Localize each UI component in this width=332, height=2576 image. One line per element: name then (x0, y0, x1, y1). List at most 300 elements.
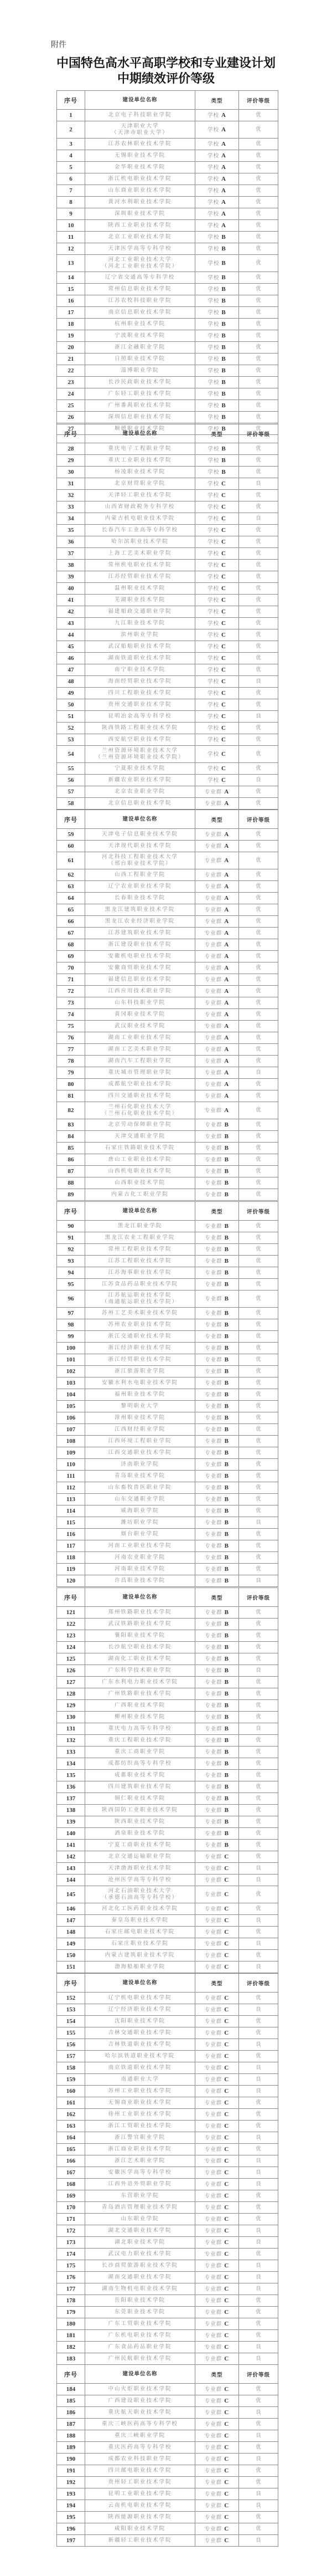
table-row (57, 2074, 278, 2086)
program-type: 专业群 C (195, 2155, 239, 2167)
table-row (57, 1851, 278, 1863)
row-number: 88 (57, 1177, 85, 1189)
institution-name (85, 2384, 195, 2395)
row-number: 95 (57, 1279, 85, 1290)
institution-former-name: （兰州资源环境职业技术学院） (95, 754, 185, 760)
institution-name-line: 南京信息职业技术学院 (108, 309, 172, 315)
institution-name (85, 676, 195, 688)
evaluation-grade: 良 (239, 2353, 278, 2365)
institution-name-line: 江苏航运职业技术学院 (108, 1292, 172, 1298)
row-number: 97 (57, 1308, 85, 1319)
institution-name (85, 139, 195, 150)
institution-name (85, 1401, 195, 1412)
table-row (57, 951, 278, 962)
row-number: 144 (57, 1875, 85, 1886)
program-type: 专业群 C (195, 2488, 239, 2500)
header-grade: 评价等级 (239, 1588, 278, 1607)
row-number: 66 (57, 916, 85, 928)
evaluation-grade: 优 (239, 1279, 278, 1290)
institution-name-line: 湖南铁道职业技术学院 (108, 655, 172, 661)
evaluation-grade: 优 (239, 342, 278, 354)
evaluation-grade: 优 (239, 1840, 278, 1851)
table-row (57, 688, 278, 699)
table-row (57, 1009, 278, 1021)
row-number: 32 (57, 490, 85, 501)
row-number: 9 (57, 208, 85, 220)
program-type: 专业群 B (195, 1389, 239, 1401)
institution-name (85, 1723, 195, 1735)
program-type: 专业群 B (195, 1653, 239, 1665)
evaluation-grade: 优 (239, 1154, 278, 1166)
institution-name (85, 928, 195, 939)
institution-name (85, 1389, 195, 1401)
program-type: 专业群 B (195, 1619, 239, 1630)
institution-name (85, 2179, 195, 2190)
institution-name-line: 常州信息职业技术学院 (108, 286, 172, 292)
evaluation-grade: 良 (239, 2488, 278, 2500)
evaluation-grade: 优 (239, 455, 278, 467)
header-grade: 评价等级 (239, 1202, 278, 1221)
program-type: 专业群 C (195, 2132, 239, 2144)
institution-name (85, 272, 195, 284)
institution-name-line: 哈尔滨铁道职业技术学院 (105, 2053, 175, 2059)
row-number: 71 (57, 974, 85, 986)
program-type: 专业群 C (195, 1915, 239, 1927)
institution-name-line: 天津渤海职业技术学院 (108, 1865, 172, 1871)
evaluation-grade: 优 (239, 2214, 278, 2225)
institution-name-line: 湖南交通职业技术学院 (108, 2274, 172, 2280)
institution-name (85, 455, 195, 467)
evaluation-grade: 优 (239, 1032, 278, 1044)
institution-name-line: 沈阳职业技术学院 (114, 2018, 165, 2024)
institution-name-line: 广西职业技术学院 (114, 1702, 165, 1708)
institution-name (85, 1915, 195, 1927)
institution-name (85, 1424, 195, 1436)
institution-name-line: 湖南化工职业技术学院 (108, 1656, 172, 1662)
evaluation-grade: 优 (239, 962, 278, 974)
institution-name-line: 山东科技职业学院 (114, 1000, 165, 1006)
institution-name (85, 1619, 195, 1630)
evaluation-grade: 优 (239, 974, 278, 986)
table-row (57, 2097, 278, 2109)
table-row (57, 272, 278, 284)
row-number: 81 (57, 1090, 85, 1102)
row-number: 166 (57, 2155, 85, 2167)
program-type: 学校 C (195, 478, 239, 490)
program-type: 专业群 C (195, 2225, 239, 2237)
evaluation-grade: 良 (239, 478, 278, 490)
institution-name-line: 威海职业学院 (121, 1508, 159, 1514)
institution-name-line: 广州番禺职业技术学院 (108, 402, 172, 408)
institution-name-line: 新疆轻工职业技术学院 (108, 2537, 172, 2543)
row-number: 55 (57, 763, 85, 775)
program-type: 学校 B (195, 295, 239, 307)
institution-name-line: 浙江工贸职业技术学院 (108, 2123, 172, 2129)
table-row (57, 467, 278, 478)
evaluation-grade: 良 (239, 2086, 278, 2097)
evaluation-grade: 优 (239, 798, 278, 810)
program-type: 学校 C (195, 513, 239, 525)
table-row (57, 1032, 278, 1044)
row-number: 145 (57, 1886, 85, 1903)
evaluation-grade: 良 (239, 2500, 278, 2512)
program-type: 专业群 C (195, 2272, 239, 2283)
institution-name (85, 1308, 195, 1319)
row-number: 74 (57, 1009, 85, 1021)
institution-name-line: 许昌职业技术学院 (114, 1578, 165, 1584)
evaluation-grade: 优 (239, 255, 278, 272)
evaluation-grade: 优 (239, 197, 278, 208)
program-type: 专业群 B (195, 1354, 239, 1366)
row-number: 131 (57, 1723, 85, 1735)
institution-name (85, 2225, 195, 2237)
evaluation-grade: 良 (239, 2074, 278, 2086)
institution-name-line: 长春汽车工业高等专科学校 (101, 527, 178, 533)
table-row (57, 1962, 278, 1973)
evaluation-grade: 优 (239, 688, 278, 699)
row-number: 101 (57, 1354, 85, 1366)
institution-name (85, 641, 195, 653)
row-number: 134 (57, 1758, 85, 1770)
institution-name (85, 869, 195, 881)
program-type: 专业群 A (195, 1009, 239, 1021)
row-number: 3 (57, 139, 85, 150)
institution-name-line: 唐山工业职业技术学院 (108, 1156, 172, 1162)
program-type: 专业群 C (195, 2260, 239, 2272)
institution-name-line: 江苏农林职业技术学院 (108, 141, 172, 147)
table-row (57, 2384, 278, 2395)
evaluation-grade: 良 (239, 1875, 278, 1886)
table-row (57, 1781, 278, 1793)
institution-name (85, 893, 195, 904)
table-row (57, 829, 278, 841)
program-type: 学校 B (195, 232, 239, 243)
row-number: 123 (57, 1630, 85, 1642)
row-number: 65 (57, 904, 85, 916)
institution-name (85, 110, 195, 121)
evaluation-grade: 优 (239, 319, 278, 330)
institution-name-line: 无锡商业职业技术学院 (108, 2099, 172, 2106)
program-type: 专业群 C (195, 2202, 239, 2214)
program-type: 专业群 B (195, 1482, 239, 1494)
institution-name-line: 武汉船舶职业技术学院 (108, 643, 172, 649)
institution-name (85, 490, 195, 501)
institution-name (85, 1221, 195, 1232)
program-type: 专业群 B (195, 1244, 239, 1256)
program-type: 专业群 C (195, 2004, 239, 2016)
evaluation-grade: 优 (239, 1189, 278, 1201)
institution-name-line: 东莞职业技术学院 (114, 2309, 165, 2315)
institution-name-line: 陕西铁路工程职业技术学院 (101, 725, 178, 731)
table-row (57, 342, 278, 354)
evaluation-grade: 优 (239, 272, 278, 284)
program-type: 专业群 A (195, 974, 239, 986)
evaluation-grade: 优 (239, 2395, 278, 2407)
row-number: 20 (57, 342, 85, 354)
institution-name (85, 2086, 195, 2097)
table-row (57, 2407, 278, 2419)
row-number: 75 (57, 1021, 85, 1032)
table-row (57, 1102, 278, 1119)
institution-name (85, 1090, 195, 1102)
row-number: 117 (57, 1540, 85, 1552)
row-number: 184 (57, 2384, 85, 2395)
table-row (57, 1863, 278, 1875)
institution-name-line: 浙江机电职业技术学院 (108, 176, 172, 182)
program-type: 专业群 C (195, 2442, 239, 2454)
program-type: 专业群 A (195, 1067, 239, 1079)
row-number: 165 (57, 2144, 85, 2155)
institution-name (85, 2477, 195, 2488)
table-row (57, 121, 278, 139)
row-number: 53 (57, 734, 85, 746)
evaluation-grade: 良 (239, 2260, 278, 2272)
evaluation-grade: 良 (239, 1575, 278, 1587)
institution-name-line: 陕西国防工业职业技术学院 (101, 1807, 178, 1813)
row-number: 28 (57, 443, 85, 455)
institution-name-line: 天津电子信息职业技术学院 (101, 831, 178, 837)
institution-name (85, 2283, 195, 2295)
institution-name (85, 443, 195, 455)
institution-name (85, 1244, 195, 1256)
evaluation-grade: 优 (239, 121, 278, 139)
program-type: 专业群 B (195, 1377, 239, 1389)
row-number: 197 (57, 2535, 85, 2547)
table-row (57, 2039, 278, 2051)
institution-name-line: 石家庄铁路职业技术学院 (105, 1145, 175, 1151)
rating-table-segment (56, 424, 278, 810)
table-row (57, 1607, 278, 1619)
rating-table-segment (56, 2364, 278, 2547)
institution-name-line: 北京财贸职业学院 (114, 480, 165, 486)
table-row (57, 2225, 278, 2237)
table-row (57, 1189, 278, 1201)
institution-name-line: 北京交通运输职业学院 (108, 1853, 172, 1860)
program-type: 专业群 B (195, 1221, 239, 1232)
evaluation-grade: 优 (239, 400, 278, 412)
evaluation-grade: 优 (239, 699, 278, 711)
evaluation-grade: 优 (239, 490, 278, 501)
row-number: 33 (57, 501, 85, 513)
table-header-row (57, 2365, 278, 2384)
evaluation-grade: 良 (239, 775, 278, 786)
institution-name-line: 深圳信息职业技术学院 (108, 414, 172, 420)
row-number: 167 (57, 2167, 85, 2179)
table-row (57, 2202, 278, 2214)
institution-name (85, 2109, 195, 2121)
table-row (57, 2500, 278, 2512)
institution-name (85, 2512, 195, 2523)
program-type: 专业群 B (195, 1700, 239, 1712)
evaluation-grade: 优 (239, 1166, 278, 1177)
program-type: 专业群 C (195, 1927, 239, 1938)
institution-name-line: 湖南工业职业技术学院 (108, 1035, 172, 1041)
evaluation-grade: 良 (239, 2454, 278, 2465)
institution-name-line: 咸阳职业技术学院 (114, 2526, 165, 2532)
table-row (57, 2109, 278, 2121)
program-type: 学校 C (195, 676, 239, 688)
institution-name (85, 255, 195, 272)
row-number: 21 (57, 354, 85, 365)
table-row (57, 1090, 278, 1102)
program-type: 专业群 C (195, 2190, 239, 2202)
institution-name-line: 武汉职业技术学院 (114, 1023, 165, 1029)
institution-name (85, 319, 195, 330)
program-type: 专业群 C (195, 1993, 239, 2004)
institution-name-line: 天津轻工职业技术学院 (108, 492, 172, 498)
table-row (57, 2318, 278, 2330)
header-grade: 评价等级 (239, 1974, 278, 1993)
program-type: 专业群 B (195, 1143, 239, 1154)
table-row (57, 2214, 278, 2225)
institution-name-line: 山东畜牧兽医职业学院 (108, 1484, 172, 1491)
evaluation-grade: 良 (239, 2237, 278, 2249)
institution-name (85, 467, 195, 478)
evaluation-grade: 优 (239, 1436, 278, 1447)
evaluation-grade: 优 (239, 173, 278, 185)
institution-name-line: 福建信息职业技术学院 (108, 976, 172, 982)
table-row (57, 1377, 278, 1389)
row-number: 67 (57, 928, 85, 939)
institution-name (85, 2214, 195, 2225)
program-type: 学校 C (195, 490, 239, 501)
institution-name (85, 571, 195, 583)
program-type: 专业群 A (195, 962, 239, 974)
evaluation-grade: 优 (239, 1886, 278, 1903)
institution-name-line: 浙江金融职业学院 (114, 344, 165, 350)
institution-name-line: 江西财经职业学院 (114, 1426, 165, 1432)
row-number: 193 (57, 2488, 85, 2500)
row-number: 12 (57, 243, 85, 255)
program-type: 专业群 B (195, 1688, 239, 1700)
evaluation-grade: 优 (239, 525, 278, 536)
table-row (57, 852, 278, 869)
institution-name-line: 山西机电职业技术学院 (108, 1168, 172, 1174)
institution-name (85, 1903, 195, 1915)
evaluation-grade: 优 (239, 734, 278, 746)
institution-name-line: 青岛职业技术学院 (114, 1473, 165, 1479)
institution-name (85, 377, 195, 388)
institution-name (85, 962, 195, 974)
institution-name (85, 2407, 195, 2419)
evaluation-grade: 优 (239, 560, 278, 571)
row-number: 147 (57, 1915, 85, 1927)
institution-name (85, 2342, 195, 2353)
program-type: 学校 B (195, 284, 239, 295)
row-number: 103 (57, 1377, 85, 1389)
institution-name (85, 1962, 195, 1973)
row-number: 104 (57, 1389, 85, 1401)
row-number: 135 (57, 1770, 85, 1781)
institution-name (85, 1540, 195, 1552)
institution-name-line: 重庆电子工程职业学院 (108, 445, 172, 452)
program-type: 专业群 C (195, 1962, 239, 1973)
row-number: 168 (57, 2179, 85, 2190)
institution-name-line: 柳州职业技术学院 (114, 1714, 165, 1720)
evaluation-grade: 优 (239, 1735, 278, 1747)
row-number: 150 (57, 1950, 85, 1962)
institution-name (85, 1770, 195, 1781)
institution-name (85, 2051, 195, 2062)
program-type: 学校 C (195, 734, 239, 746)
institution-name-line: 昆明冶金高等专科学校 (108, 713, 172, 719)
table-row (57, 2488, 278, 2500)
row-number: 136 (57, 1781, 85, 1793)
institution-name (85, 1747, 195, 1758)
row-number: 111 (57, 1471, 85, 1482)
institution-name-line: 常州机电职业技术学院 (108, 562, 172, 568)
institution-name (85, 1232, 195, 1244)
table-row (57, 1747, 278, 1758)
row-number: 91 (57, 1232, 85, 1244)
evaluation-grade: 优 (239, 786, 278, 798)
program-type: 专业群 B (195, 1540, 239, 1552)
evaluation-grade: 优 (239, 1354, 278, 1366)
institution-name (85, 1436, 195, 1447)
rating-table-segment (56, 1201, 278, 1587)
evaluation-grade: 优 (239, 1331, 278, 1343)
evaluation-grade: 良 (239, 1723, 278, 1735)
table-row (57, 986, 278, 997)
institution-name (85, 664, 195, 676)
row-number: 110 (57, 1459, 85, 1471)
header-name: 建设单位名称 (85, 1588, 195, 1607)
institution-name-line: 黑龙江建筑职业技术学院 (105, 907, 175, 913)
program-type: 专业群 B (195, 1840, 239, 1851)
table-row (57, 629, 278, 641)
table-row (57, 1665, 278, 1677)
evaluation-grade: 优 (239, 1389, 278, 1401)
program-type: 学校 C (195, 525, 239, 536)
evaluation-grade: 优 (239, 1494, 278, 1505)
program-type: 专业群 C (195, 1875, 239, 1886)
institution-name (85, 1412, 195, 1424)
row-number: 148 (57, 1927, 85, 1938)
program-type: 专业群 C (195, 2283, 239, 2295)
evaluation-grade: 优 (239, 1816, 278, 1828)
institution-name (85, 2074, 195, 2086)
institution-name-line: 南宁职业技术学院 (114, 667, 165, 673)
evaluation-grade: 优 (239, 162, 278, 173)
program-type: 专业群 C (195, 2074, 239, 2086)
row-number: 116 (57, 1529, 85, 1540)
institution-name-line: 中山火炬职业技术学院 (108, 2386, 172, 2392)
evaluation-grade: 良 (239, 2430, 278, 2442)
row-number: 41 (57, 595, 85, 606)
table-row (57, 775, 278, 786)
institution-name-line: 广州铁路职业技术学院 (108, 1691, 172, 1697)
table-row (57, 1044, 278, 1056)
institution-name-line: 湖南汽车工程职业学院 (108, 1058, 172, 1064)
row-number: 125 (57, 1653, 85, 1665)
institution-name (85, 1793, 195, 1805)
program-type: 学校 C (195, 711, 239, 723)
row-number: 102 (57, 1366, 85, 1377)
institution-name-line: 陕西能源职业技术学院 (108, 2514, 172, 2520)
institution-name-line: 山东交通职业学院 (114, 1496, 165, 1502)
evaluation-grade: 优 (239, 1471, 278, 1482)
program-type: 专业群 B (195, 1642, 239, 1653)
table-row (57, 232, 278, 243)
evaluation-grade: 优 (239, 1401, 278, 1412)
evaluation-grade: 优 (239, 1424, 278, 1436)
program-type: 专业群 B (195, 1331, 239, 1343)
institution-name (85, 208, 195, 220)
row-number: 39 (57, 571, 85, 583)
evaluation-grade: 优 (239, 1377, 278, 1389)
evaluation-grade: 优 (239, 1021, 278, 1032)
table-row (57, 443, 278, 455)
